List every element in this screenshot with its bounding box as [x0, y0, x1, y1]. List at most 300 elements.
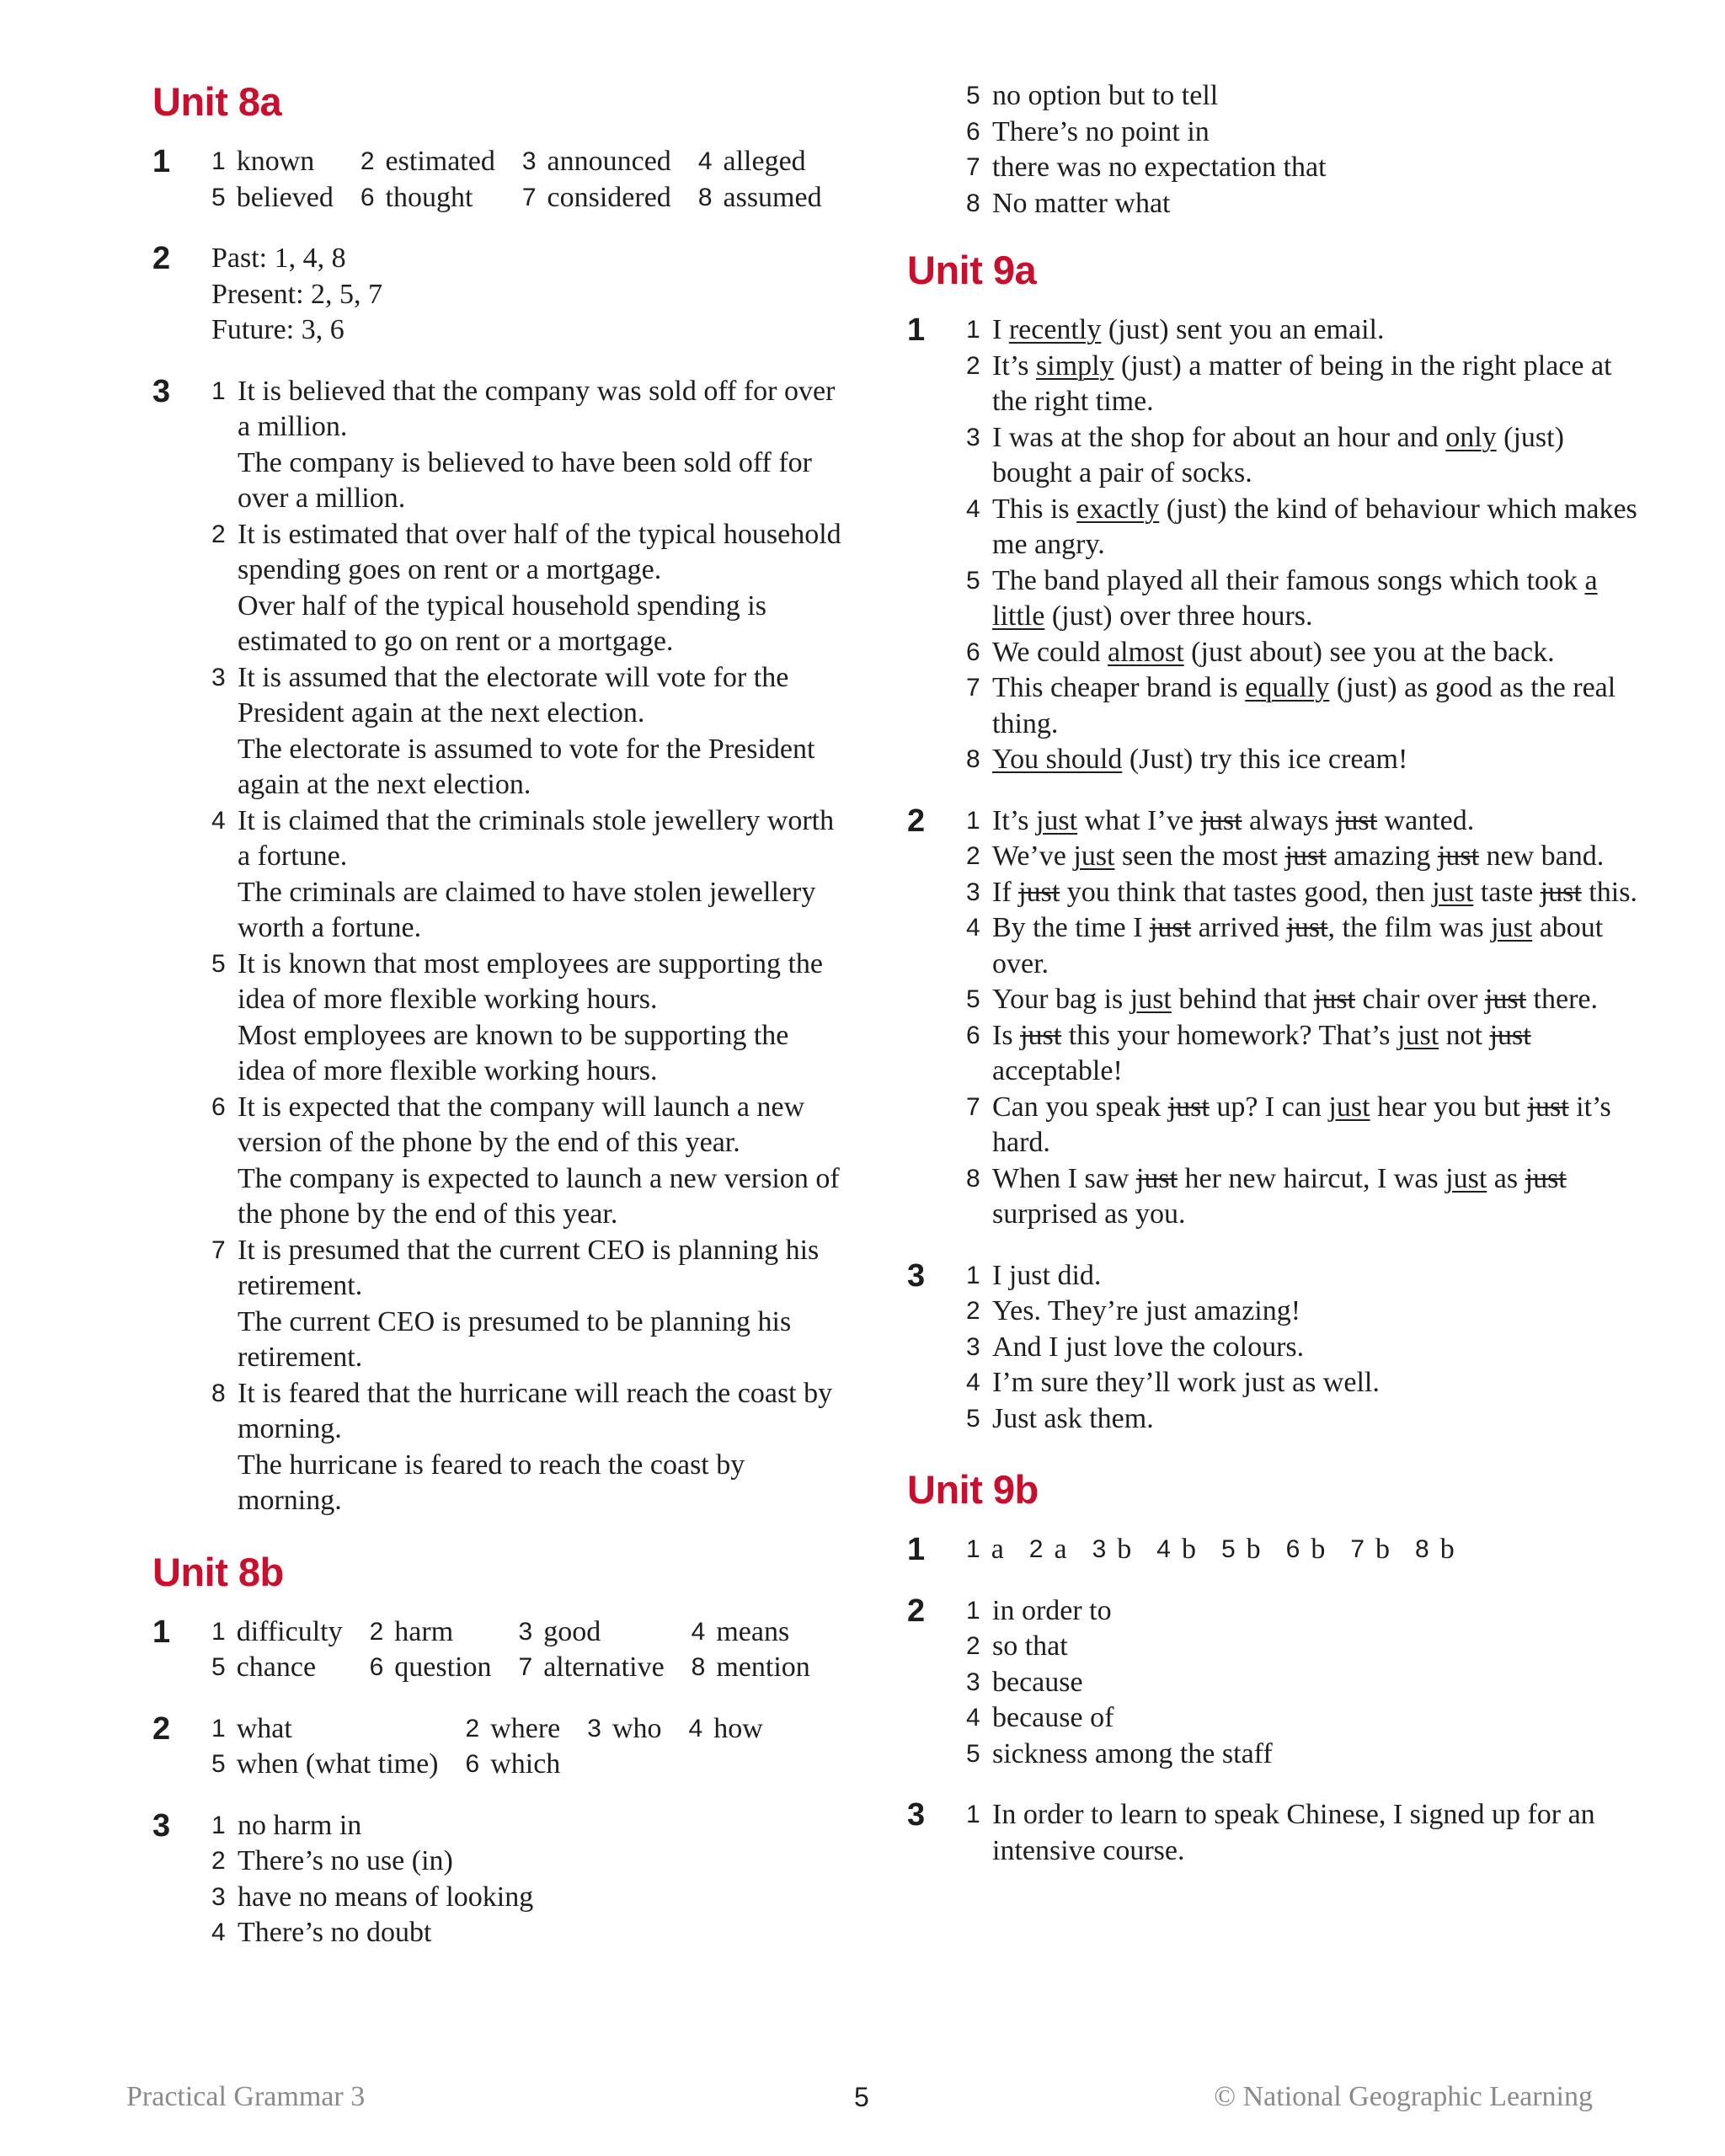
exercise-number: 3	[907, 1257, 926, 1294]
item-number: 4	[211, 806, 226, 835]
answer-item	[966, 186, 1648, 222]
underlined-word: recently	[1008, 314, 1102, 345]
text: behind that	[1171, 984, 1314, 1015]
item-text: question	[394, 1652, 492, 1683]
answer-item	[466, 1747, 561, 1783]
item-body	[992, 670, 1648, 742]
exercise-2	[152, 241, 843, 349]
item-body	[992, 635, 1648, 671]
item-body: I just did.	[992, 1259, 1102, 1291]
answer-item	[966, 635, 1648, 671]
item-text: a	[991, 1534, 1004, 1565]
item-body	[992, 492, 1648, 563]
item-number: 6	[465, 1750, 480, 1778]
exercise-number: 2	[907, 803, 926, 839]
answer-item	[211, 1650, 343, 1686]
answer-item	[211, 1747, 439, 1783]
answer-item	[966, 1532, 1004, 1568]
crossed-out-word: just	[1135, 1162, 1178, 1194]
item-number: 5	[211, 949, 226, 978]
sentence-original: It is presumed that the current CEO is planning his retirement.	[238, 1234, 820, 1301]
unit-title: Unit 9b	[907, 1467, 1039, 1512]
footer-copyright: © National Geographic Learning	[1214, 2081, 1593, 2112]
answer-item	[1415, 1532, 1455, 1568]
answer-item	[1350, 1532, 1390, 1568]
answer-item	[360, 180, 495, 216]
item-number: 5	[966, 82, 980, 109]
exercise-number: 2	[152, 1710, 171, 1747]
crossed-out-word: just	[1437, 841, 1479, 872]
crossed-out-word: just	[1149, 912, 1192, 943]
text: We could	[992, 636, 1108, 668]
item-body	[238, 517, 843, 660]
item-body: Just ask them.	[992, 1402, 1154, 1434]
item-text: considered	[547, 181, 671, 213]
sentence-original: It is estimated that over half of the typical household spending goes on rent or a mortgage.	[238, 518, 841, 585]
answer-item	[1286, 1532, 1326, 1568]
item-number: 5	[966, 1739, 980, 1768]
item-text: what	[236, 1712, 292, 1744]
item-text: when (what time)	[236, 1748, 439, 1780]
answer-line: Present: 2, 5, 7	[211, 278, 383, 310]
exercise-1	[907, 1532, 1648, 1568]
text: (just) as good as the real thing.	[992, 672, 1616, 739]
text: there.	[1526, 984, 1598, 1015]
unit-title: Unit 9a	[907, 248, 1037, 292]
item-body	[992, 875, 1648, 911]
text: We’ve	[992, 841, 1074, 872]
text: surprised as you.	[992, 1198, 1186, 1230]
item-number: 7	[518, 1653, 533, 1681]
answer-item	[966, 312, 1648, 349]
answer-item	[966, 1700, 1648, 1737]
answer-item	[966, 1629, 1648, 1665]
item-number: 3	[966, 423, 980, 451]
item-body: there was no expectation that	[992, 152, 1327, 183]
exercise-1	[907, 312, 1648, 778]
exercise-2	[907, 803, 1648, 1233]
exercise-1	[152, 144, 843, 216]
item-number: 4	[1156, 1535, 1171, 1563]
item-number: 2	[369, 1617, 384, 1646]
item-number: 8	[966, 745, 980, 773]
underlined-word: just	[1328, 1091, 1370, 1123]
item-number: 1	[966, 1801, 980, 1828]
item-number: 8	[697, 183, 713, 211]
exercise-number: 1	[907, 312, 926, 348]
item-body	[238, 1376, 843, 1519]
item-body	[992, 420, 1648, 492]
answer-item	[966, 875, 1648, 911]
item-body: have no means of looking	[238, 1881, 534, 1913]
text: taste	[1473, 876, 1541, 908]
item-number: 2	[211, 520, 226, 548]
sentence-rewritten: Over half of the typical household spending is estimated to go on rent or a mortgage.	[238, 590, 766, 657]
underlined-word: only	[1445, 421, 1497, 453]
answer-item	[966, 1593, 1648, 1630]
item-body: In order to learn to speak Chinese, I signed up for an intensive course.	[992, 1799, 1595, 1866]
answer-list	[966, 78, 1648, 221]
item-number: 1	[211, 1714, 226, 1742]
text: , the film was	[1327, 912, 1492, 943]
text: chair over	[1355, 984, 1485, 1015]
unit-8a-section	[152, 78, 843, 1519]
crossed-out-word: just	[1284, 841, 1327, 872]
underlined-word: just	[1073, 841, 1115, 872]
item-number: 2	[966, 842, 980, 870]
text: (just) over three hours.	[1044, 600, 1313, 632]
item-body: no harm in	[238, 1809, 362, 1841]
item-number: 3	[966, 878, 980, 906]
item-text: assumed	[723, 181, 822, 213]
answer-item	[689, 1711, 763, 1748]
underlined-word: a little	[992, 564, 1598, 632]
item-number: 1	[211, 147, 226, 175]
answer-item	[587, 1711, 661, 1748]
underlined-word: just	[1397, 1019, 1439, 1051]
crossed-out-word: just	[1527, 1091, 1569, 1123]
item-number: 1	[966, 1596, 980, 1625]
text: amazing	[1326, 841, 1438, 872]
answer-item	[211, 1376, 843, 1519]
item-number: 6	[966, 117, 980, 146]
text: It’s	[992, 804, 1036, 836]
item-number: 8	[691, 1653, 706, 1681]
item-body: because	[992, 1666, 1083, 1698]
item-number: 3	[587, 1714, 601, 1742]
answer-item	[966, 349, 1648, 420]
item-body	[238, 660, 843, 803]
item-text: means	[716, 1615, 790, 1647]
item-text: thought	[385, 181, 473, 213]
item-body	[992, 1090, 1648, 1161]
item-number: 6	[1285, 1535, 1300, 1563]
exercise-1	[152, 1614, 843, 1686]
item-number: 8	[966, 189, 980, 217]
item-body: sickness among the staff	[992, 1737, 1273, 1769]
item-text: which	[490, 1748, 561, 1780]
item-number: 4	[966, 914, 980, 942]
text: (just) the kind of behaviour which makes me angry.	[992, 493, 1637, 560]
item-text: b	[1439, 1534, 1455, 1565]
text: it’s hard.	[992, 1091, 1611, 1158]
sentence-rewritten: The hurricane is feared to reach the coast by morning.	[238, 1449, 745, 1516]
sentence-original: It is expected that the company will launch a new version of the phone by the end of this year.	[238, 1091, 805, 1158]
item-body	[992, 349, 1648, 420]
item-number: 6	[966, 1021, 980, 1049]
text: new band.	[1479, 841, 1605, 872]
text: her new haircut, I was	[1178, 1162, 1446, 1194]
text: you think that tastes good, then	[1060, 876, 1433, 908]
underlined-word: just	[1035, 804, 1078, 836]
item-number: 3	[521, 147, 537, 175]
page-number: 5	[854, 2082, 869, 2112]
text: Your bag is	[992, 984, 1130, 1015]
sentence-original: It is claimed that the criminals stole jewellery worth a fortune.	[238, 804, 835, 872]
exercise-3	[152, 374, 843, 1519]
text: If	[992, 876, 1019, 908]
sentence-rewritten: The company is believed to have been sold off for over a million.	[238, 446, 812, 514]
underlined-word: You should	[992, 744, 1123, 775]
answer-item	[692, 1614, 810, 1651]
item-number: 5	[966, 1404, 980, 1433]
item-number: 2	[966, 1632, 980, 1660]
answer-item	[1029, 1532, 1067, 1568]
right-column	[907, 78, 1648, 1869]
answer-item	[360, 144, 495, 180]
sentence-original: It is assumed that the electorate will vote for the President again at the next election.	[238, 661, 789, 728]
answer-item	[211, 144, 334, 180]
answer-item	[966, 563, 1648, 635]
answer-item	[519, 1650, 665, 1686]
item-text: how	[713, 1712, 763, 1744]
item-body: no option but to tell	[992, 80, 1219, 111]
exercise-number: 1	[152, 144, 171, 179]
answer-list	[211, 1808, 843, 1951]
item-number: 1	[966, 1261, 980, 1289]
answer-item	[211, 803, 843, 947]
answer-item	[692, 1650, 810, 1686]
item-body	[992, 742, 1648, 778]
item-number: 5	[1220, 1535, 1236, 1563]
sentence-rewritten: Most employees are known to be supporting the idea of more flexible working hours.	[238, 1019, 789, 1086]
item-text: who	[611, 1712, 662, 1744]
answer-list	[966, 803, 1648, 1233]
item-body: I’m sure they’ll work just as well.	[992, 1367, 1380, 1398]
item-number: 1	[966, 806, 980, 835]
exercise-3	[907, 1797, 1648, 1869]
text: By the time I	[992, 912, 1150, 943]
answer-item	[211, 1614, 343, 1651]
answer-list	[966, 1258, 1648, 1438]
text: always	[1242, 804, 1336, 836]
answer-item	[966, 839, 1648, 875]
answer-item	[966, 1365, 1648, 1401]
text: (just) a matter of being in the right place at the right time.	[992, 350, 1612, 417]
answer-list	[966, 1593, 1648, 1773]
crossed-out-word: just	[1286, 912, 1328, 943]
exercise-number: 3	[152, 373, 171, 409]
sentence-original: It is feared that the hurricane will reach the coast by morning.	[238, 1377, 833, 1444]
item-body	[238, 803, 843, 947]
item-body: There’s no point in	[992, 115, 1210, 147]
answer-item	[966, 982, 1648, 1018]
item-body	[238, 1233, 843, 1376]
answer-item	[966, 492, 1648, 563]
text: (just) sent you an email.	[1101, 314, 1385, 345]
answer-item	[966, 1737, 1648, 1773]
answer-line: Future: 3, 6	[211, 314, 344, 345]
item-number: 3	[1092, 1535, 1107, 1563]
answer-item	[966, 1090, 1648, 1161]
item-body	[992, 982, 1648, 1018]
exercise-2	[152, 1711, 843, 1783]
item-body: There’s no doubt	[238, 1917, 432, 1948]
item-number: 1	[966, 1535, 980, 1563]
text: This is	[992, 493, 1077, 525]
item-number: 4	[697, 147, 713, 175]
exercise-number: 3	[907, 1797, 926, 1833]
item-number: 1	[211, 376, 226, 405]
text: (just) bought a pair of socks.	[992, 421, 1564, 488]
answer-item	[211, 1808, 843, 1844]
sentence-rewritten: The criminals are claimed to have stolen jewellery worth a fortune.	[238, 876, 816, 943]
underlined-word: just	[1432, 876, 1474, 908]
item-text: alternative	[543, 1652, 665, 1683]
item-number: 2	[211, 1847, 226, 1875]
text: wanted.	[1377, 804, 1475, 836]
item-number: 7	[966, 1092, 980, 1121]
crossed-out-word: just	[1018, 876, 1060, 908]
answer-item	[966, 1401, 1648, 1438]
unit-title: Unit 8b	[152, 1549, 284, 1594]
item-number: 8	[966, 1164, 980, 1193]
item-body: No matter what	[992, 187, 1171, 219]
answer-item	[466, 1711, 561, 1748]
text: acceptable!	[992, 1055, 1123, 1086]
sentence-rewritten: The electorate is assumed to vote for the President again at the next election.	[238, 733, 815, 800]
answer-grid	[211, 144, 843, 216]
item-number: 2	[465, 1714, 480, 1742]
item-number: 4	[688, 1714, 703, 1742]
item-number: 3	[211, 1882, 226, 1911]
text: It’s	[992, 350, 1036, 382]
item-number: 5	[211, 1750, 226, 1778]
answer-item	[966, 150, 1648, 186]
text: hear you but	[1370, 1091, 1528, 1123]
item-text: b	[1375, 1534, 1390, 1565]
crossed-out-word: just	[1335, 804, 1378, 836]
answer-item	[966, 742, 1648, 778]
item-number: 6	[360, 183, 375, 211]
crossed-out-word: just	[1313, 984, 1356, 1015]
crossed-out-word: just	[1200, 804, 1242, 836]
sentence-original: It is believed that the company was sold off for over a million.	[238, 375, 836, 442]
item-number: 8	[211, 1379, 226, 1407]
item-number: 3	[966, 1332, 980, 1361]
item-body	[992, 1161, 1648, 1233]
item-number: 2	[966, 351, 980, 380]
crossed-out-word: just	[1489, 1019, 1531, 1051]
item-number: 6	[369, 1653, 384, 1681]
answer-grid	[211, 1614, 843, 1686]
exercise-2	[907, 1593, 1648, 1773]
item-body: so that	[992, 1630, 1068, 1662]
answer-item	[211, 1090, 843, 1233]
unit-9b-section	[907, 1466, 1648, 1869]
answer-item	[211, 1711, 439, 1748]
text: (just about) see you at the back.	[1183, 636, 1555, 668]
item-body	[992, 839, 1648, 875]
unit-title: Unit 8a	[152, 79, 282, 124]
answer-item	[698, 180, 822, 216]
item-number: 1	[966, 316, 980, 344]
exercise-3	[907, 1258, 1648, 1438]
item-number: 2	[966, 1297, 980, 1325]
text: this your homework? That’s	[1061, 1019, 1398, 1051]
answer-item	[966, 1018, 1648, 1090]
item-number: 5	[966, 985, 980, 1013]
text: seen the most	[1114, 841, 1285, 872]
answer-item	[1092, 1532, 1132, 1568]
exercise-number: 2	[907, 1593, 926, 1629]
crossed-out-word: just	[1540, 876, 1582, 908]
answer-item	[211, 517, 843, 660]
item-body	[992, 312, 1648, 349]
item-number: 7	[1350, 1535, 1365, 1563]
sentence-rewritten: The company is expected to launch a new version of the phone by the end of this year.	[238, 1162, 840, 1230]
item-number: 8	[1415, 1535, 1429, 1563]
text: as	[1487, 1162, 1525, 1194]
answer-line: Past: 1, 4, 8	[211, 243, 346, 274]
exercise-number: 2	[152, 241, 171, 276]
item-text: estimated	[385, 146, 495, 177]
item-number: 3	[966, 1668, 980, 1696]
sentence-original: It is known that most employees are supporting the idea of more flexible working hours.	[238, 947, 823, 1015]
item-number: 4	[966, 494, 980, 523]
answer-item	[370, 1614, 492, 1651]
item-text: mention	[716, 1652, 810, 1683]
answer-item	[966, 1161, 1648, 1233]
answer-item	[211, 1915, 843, 1951]
underlined-word: equally	[1245, 672, 1330, 703]
item-text: known	[236, 146, 315, 177]
underlined-word: just	[1445, 1162, 1487, 1194]
answer-item	[211, 1233, 843, 1376]
answer-item	[966, 1258, 1648, 1294]
text: The band played all their famous songs which took	[992, 564, 1585, 596]
text: up? I can	[1209, 1091, 1329, 1123]
sentence-rewritten: The current CEO is presumed to be planning his retirement.	[238, 1305, 792, 1373]
item-body	[992, 803, 1648, 840]
item-text: where	[490, 1712, 561, 1744]
answer-item	[966, 1665, 1648, 1701]
answer-item	[211, 374, 843, 517]
answer-list	[211, 374, 843, 1519]
underlined-word: just	[1130, 984, 1172, 1015]
item-body	[992, 1018, 1648, 1090]
item-text: good	[543, 1615, 601, 1647]
text: arrived	[1191, 912, 1287, 943]
answer-item	[211, 1844, 843, 1880]
answer-item	[966, 803, 1648, 840]
item-text: believed	[236, 181, 334, 213]
answer-grid	[211, 1711, 843, 1783]
text: what I’ve	[1077, 804, 1201, 836]
answer-item	[211, 180, 334, 216]
text: When I saw	[992, 1162, 1136, 1194]
item-text: a	[1054, 1534, 1067, 1565]
item-text: announced	[547, 146, 671, 177]
item-number: 5	[211, 1653, 226, 1681]
underlined-word: almost	[1108, 636, 1184, 668]
item-body	[992, 910, 1648, 982]
answer-item	[966, 910, 1648, 982]
exercise-3-continued	[907, 78, 1648, 221]
answer-item	[522, 180, 671, 216]
text: about over.	[992, 912, 1604, 979]
item-number: 4	[966, 1369, 980, 1396]
item-body: There’s no use (in)	[238, 1845, 453, 1876]
crossed-out-word: just	[1525, 1162, 1567, 1194]
underlined-word: simply	[1035, 350, 1114, 382]
text: (Just) try this ice cream!	[1122, 744, 1408, 775]
left-column	[152, 78, 843, 1951]
item-number: 2	[1028, 1535, 1044, 1563]
item-number: 7	[521, 183, 537, 211]
exercise-number: 1	[152, 1614, 171, 1650]
exercise-number: 3	[152, 1807, 171, 1844]
